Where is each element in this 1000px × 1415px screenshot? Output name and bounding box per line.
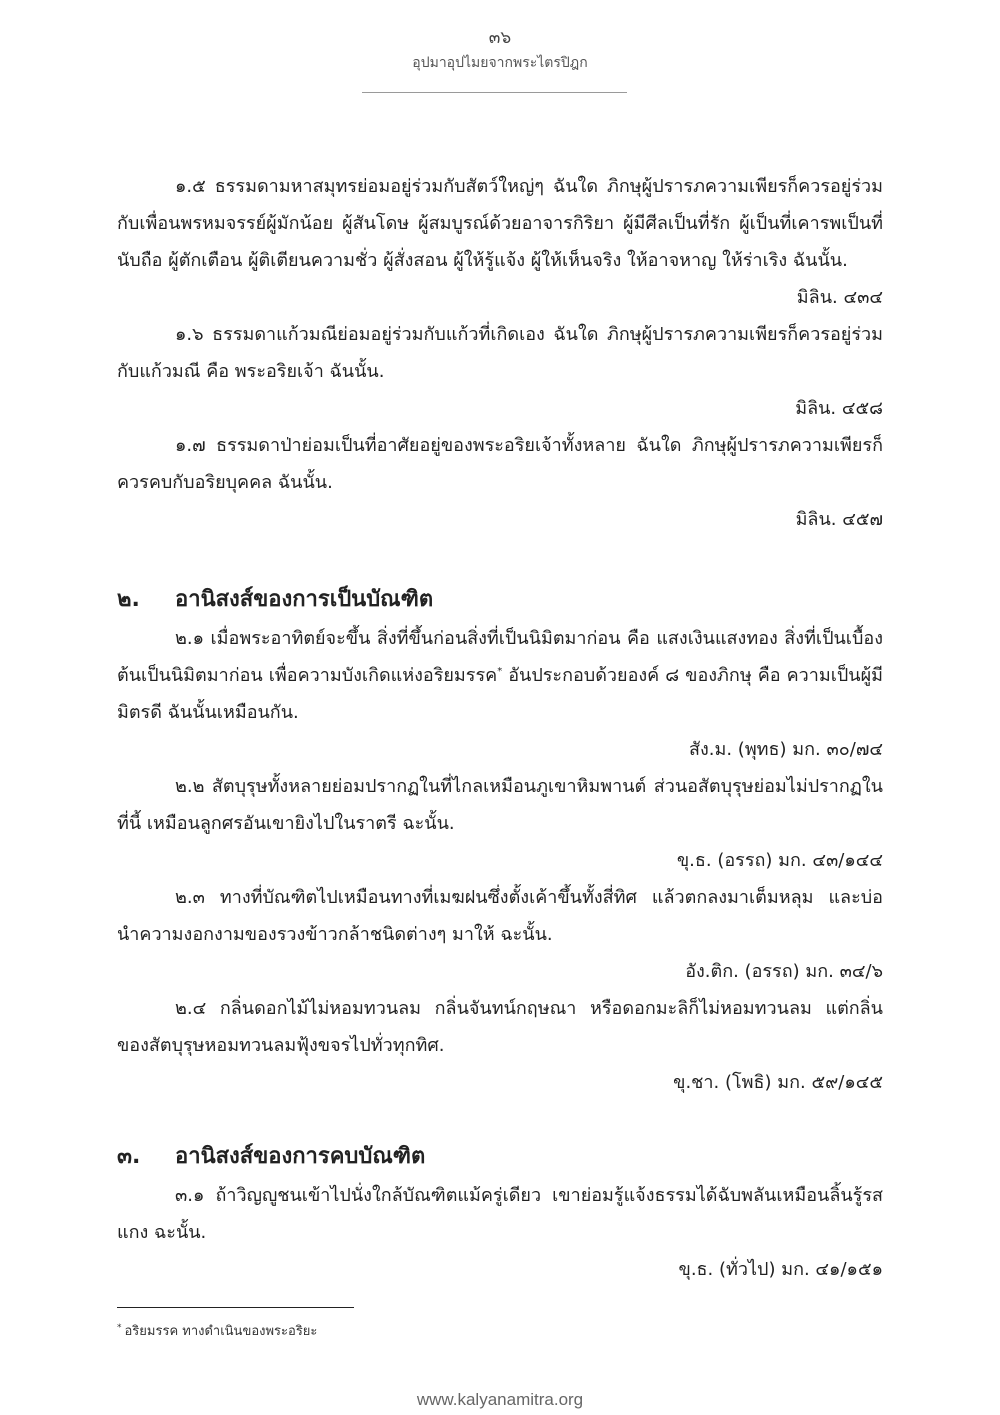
reference-3-1: ขุ.ธ. (ทั่วไป) มก. ๔๑/๑๕๑ (678, 1259, 883, 1280)
reference-1-6: มิลิน. ๔๕๘ (795, 398, 883, 419)
reference-2-2: ขุ.ธ. (อรรถ) มก. ๔๓/๑๔๔ (676, 850, 883, 871)
paragraph-2-2: ๒.๒ สัตบุรุษทั้งหลายย่อมปรากฏในที่ไกลเหมือนภูเขาหิมพานต์ ส่วนอสัตบุรุษย่อมไม่ปรากฏในที่นี้ เหมือนลูกศรอันเขายิงไปในราตรี ฉะนั้น. (117, 776, 883, 834)
page-header (0, 28, 1000, 72)
paragraph-1-5: ๑.๕ ธรรมดามหาสมุทรย่อมอยู่ร่วมกับสัตว์ใหญ่ๆ ฉันใด ภิกษุผู้ปรารภความเพียรก็ควรอยู่ร่วมกับเพื่อนพรหมจรรย์ผู้มักน้อย ผู้สันโดษ ผู้สมบูรณ์ด้วยอาจารกิริยา ผู้มีศีลเป็นที่รัก ผู้เป็นที่เคารพเป็นที่นับถือ ผู้ตักเตือน ผู้ติเตียนความชั่ว ผู้สั่งสอน ผู้ให้รู้แจ้ง ผู้ให้เห็นจริง ให้อาจหาญ ให้ร่าเริง ฉันนั้น. (117, 176, 883, 271)
reference-2-1: สัง.ม. (พุทธ) มก. ๓๐/๗๔ (688, 739, 883, 760)
header-divider (362, 92, 627, 93)
footer-website[interactable]: www.kalyanamitra.org (416, 1390, 584, 1409)
section-heading-3 (117, 1137, 883, 1177)
reference-1-7: มิลิน. ๔๕๗ (795, 509, 883, 530)
section-title: อานิสงส์ของการคบบัณฑิต (175, 1144, 426, 1169)
reference-2-4: ขุ.ชา. (โพธิ) มก. ๕๙/๑๔๕ (673, 1072, 883, 1093)
paragraph-2-4: ๒.๔ กลิ่นดอกไม้ไม่หอมทวนลม กลิ่นจันทน์กฤษณา หรือดอกมะลิก็ไม่หอมทวนลม แต่กลิ่นของสัตบุรุษหอมทวนลมฟุ้งขจรไปทั่วทุกทิศ. (117, 998, 883, 1056)
reference-2-3: อัง.ติก. (อรรถ) มก. ๓๔/๖ (685, 961, 883, 982)
page-number: ๓๖ (488, 28, 512, 48)
paragraph-2-3: ๒.๓ ทางที่บัณฑิตไปเหมือนทางที่เมฆฝนซึ่งตั้งเค้าขึ้นทั้งสี่ทิศ แล้วตกลงมาเต็มหลุม และบ่อ นำความงอกงามของรวงข้าวกล้าชนิดต่างๆ มาให้ ฉะนั้น. (117, 887, 883, 945)
section-number: ๒. (117, 587, 140, 612)
main-content (117, 168, 883, 1288)
paragraph-3-1: ๓.๑ ถ้าวิญญูชนเข้าไปนั่งใกล้บัณฑิตแม้ครู่เดียว เขาย่อมรู้แจ้งธรรมได้ฉับพลันเหมือนลิ้นรู้รสแกง ฉะนั้น. (117, 1185, 883, 1243)
footnote-marker: * (497, 666, 503, 677)
footnote (117, 1323, 317, 1341)
paragraph-2-1 (117, 620, 883, 731)
section-heading-2 (117, 580, 883, 620)
paragraph-text-part: ๒.๑ เมื่อพระอาทิตย์จะขึ้น สิ่งที่ขึ้นก่อนสิ่งที่เป็นนิมิตมาก่อน คือ แสงเงินแสงทอง สิ่งที่เป็นเบื้องต้นเป็นนิมิตมาก่อน เพื่อความบังเกิดแห่งอริยมรรค (117, 628, 883, 686)
section-title: อานิสงส์ของการเป็นบัณฑิต (175, 587, 434, 612)
paragraph-1-7: ๑.๗ ธรรมดาป่าย่อมเป็นที่อาศัยอยู่ของพระอริยเจ้าทั้งหลาย ฉันใด ภิกษุผู้ปรารภความเพียรก็ควรคบกับอริยบุคคล ฉันนั้น. (117, 435, 883, 493)
section-number: ๓. (117, 1144, 141, 1169)
footnote-divider (117, 1307, 354, 1308)
reference-1-5: มิลิน. ๔๓๔ (796, 287, 883, 308)
footnote-text: อริยมรรค ทางดำเนินของพระอริยะ (124, 1324, 318, 1339)
running-title: อุปมาอุปไมยจากพระไตรปิฎก (412, 55, 588, 71)
paragraph-text-part: อันประกอบด้วยองค์ ๘ ของภิกษุ คือ ความเป็นผู้มีมิตรดี ฉันนั้นเหมือนกัน. (117, 665, 884, 723)
footnote-mark: * (117, 1322, 122, 1333)
paragraph-1-6: ๑.๖ ธรรมดาแก้วมณีย่อมอยู่ร่วมกับแก้วที่เกิดเอง ฉันใด ภิกษุผู้ปรารภความเพียรก็ควรอยู่ร่วมกับแก้วมณี คือ พระอริยเจ้า ฉันนั้น. (117, 324, 883, 382)
